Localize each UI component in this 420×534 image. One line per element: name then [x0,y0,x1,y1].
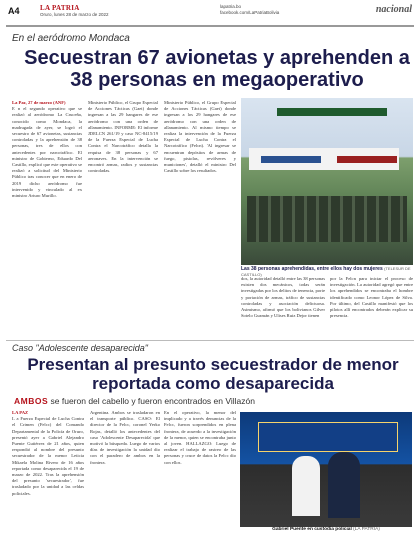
story2-tagline [14,396,412,406]
story1-column-3 [164,100,236,335]
story1-col3-text: Ministerio Público, el Grupo Especial de Acciones Tácticas (Gaet) donde ingresan a los 29 hangares de ese aeródromo con una orden de allanamiento. Al mismo tiempo se realiza la intervención de la Fuerza Especial de Lucha Contra el Narcotráfico (Felcn). 'Al ingresar se encuentran depósitos de armas de fuego, pistolas, revólveres y municiones', detalló el ministro Del Castillo sobre los resultados. [164,100,236,174]
story2-photo [240,412,412,527]
story1-column-2 [88,100,158,335]
story2-dateline: LA PAZ [12,410,29,415]
story1-column-1 [12,100,82,335]
story1-photo [241,98,413,265]
story2-caption-credit: (LA PATRIA) [353,527,380,532]
story2-tag: AMBOS [14,396,49,406]
photo-detainees [247,196,407,242]
issue-date: Oruro, lunes 28 de marzo de 2022 [40,12,109,17]
story2-column-3 [164,410,236,532]
header-divider [6,25,414,27]
photo-officer [292,456,320,516]
story1-dateline: La Paz, 27 de marzo (ANF) [12,100,66,105]
story1-column-5 [330,276,413,338]
story2-headline: Presentan al presunto secuestrador de menor reportada como desaparecida [27,355,399,393]
story1-caption-credit: (TELESUR DE CASTILLO) [241,266,411,277]
page-number: A4 [8,6,20,16]
story1-col2-text: Ministerio Público, el Grupo Especial de Acciones Tácticas (Gaet) donde ingresan a las 29 hangares de ese aeródromo con una orden de allanamiento. INFORME: El informe JDELCN 261/19 y caso NC-8415/19 de la Fuerza Especial de Lucha Contra el Narcotráfico detalla la requisa de 38 personas y 67 aeronaves. En la intervención se encontró armas, radios y sustancias controladas. [88,100,158,174]
story1-kicker: En el aeródromo Mondaca [12,33,130,44]
story1-col5-text: por la Felcn para iniciar el proceso de investigación. La autoridad agregó que entre los aprehendidos se encontraba el hombre identificado como Leonor López de Silva. Por último, del Castillo manifestó que los pilotos allí encontrados deberán explicar su presencia. [330,276,413,319]
story1-column-4 [241,276,325,338]
section-label: nacional [375,4,412,15]
photo-stripe-red [337,156,397,163]
story2-kicker: Caso "Adolescente desaparecida" [12,343,148,353]
story2-column-1 [12,410,84,532]
story-divider [6,340,414,341]
story1-col1-text: E n el segundo operativo que se realizó al aeródromo La Cruceña, conocido como Mondaca, la madrugada de ayer, se logró el secuestro de 67 avionetas, sustancias controladas y la aprehensión de 38 personas, tres de ellos con antecedentes por narcotráfico. El ministro de Gobierno, Eduardo Del Castillo, explicó que este operativo se realizó a solicitud del Ministerio Público tras conocer que en enero de 2019 dicho aeródromo fue intervenido y vinculado al ex ministro Arturo Murillo. [12,106,82,199]
photo-stripe-blue [261,156,321,163]
newspaper-logo: LA PATRIA [40,4,80,12]
story2-col3-text: En el operativo, la menor del implicado y a través denuncias de la Felcc, fueron sorprendidos en plena frontera, de acuerdo a la investigación de la menor, quien se encontraba junto al joven. HALLAZGO: Luego de realizar el trabajo de rastreo de las personas y cruce de datos la Felcc dio con ellos. [164,410,236,465]
photo-banner [277,108,387,116]
photo-police-sign [258,422,398,452]
web-links: lapatria.bo facebook.com/LaPatriaBolivia [220,4,280,15]
story2-column-2 [90,410,160,532]
story2-col1-text: L a Fuerza Especial de Lucha Contra el Crimen (Felcc) del Comando Departamental de la Policía de Oruro, presentó ayer a Gabriel Alejandro Puente Gutiérrez de 21 años, quien respondió al nombre del presunto secuestrador de la menor Leticia Mikaela Molina Rivero de 16 años reportada como desaparecida el 19 de marzo de 2022. Tras la aprehensión del presunto 'secuestrador', fue trasladado por la unidad a las celdas policiales. [12,416,84,496]
story1-col4-text: dos, la autoridad detalló entre las 38 personas existen dos mecánicos, todas serán investigadas por los delitos de tenencia, porte y portación de armas, tráfico de sustancias controladas y asociación delictuosa. Asimismo, afirmó que los bolivianos Gilver Sotelo Guzmán y Ulises Ruiz Dejor tienen [241,276,325,319]
story2-caption: Gabriel Puente en custodia policial (LA PATRIA) [272,527,380,532]
story1-caption: Las 38 personas aprehendidas, entre ellos hay dos mujeres (TELESUR DE CASTILLO) [241,266,411,277]
story2-tagline-text: se fueron del cabello y fueron encontrados en Villazón [50,396,255,406]
story2-col2-text: Argentina. Ambos se trasladaron en el transporte público. CASO: El director de la Felcc, coronel Yerko Rojas, detalló los antecedentes del caso 'Adolescente Desaparecida' que motivó la búsqueda. Luego de varios días de investigación la unidad dio con el paradero de ambos en la frontera. [90,410,160,465]
story1-headline: Secuestran 67 avionetas y aprehenden a 38 personas en megaoperativo [24,47,410,91]
photo-suspect [328,452,360,518]
